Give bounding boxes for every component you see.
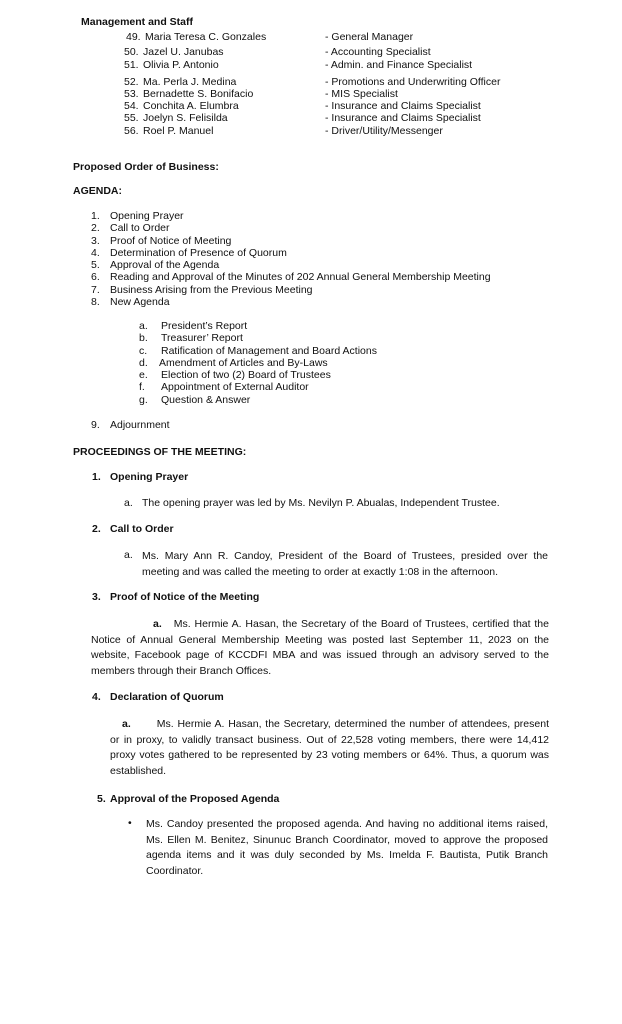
staff-num: 56.: [124, 125, 139, 137]
staff-num: 54.: [124, 100, 139, 112]
section-marker: a.: [153, 618, 162, 630]
section-title: Approval of the Proposed Agenda: [110, 793, 280, 805]
staff-role: - Promotions and Underwriting Officer: [325, 76, 501, 88]
sub-letter: e.: [139, 369, 148, 381]
section-text: Ms. Candoy presented the proposed agenda. And having no additional items raised, Ms. Ellen M. Benitez, Sinunuc Branch Coordinator, moved to approve the proposed agenda items and it was duly seconded by Ms. Imelda F. Bautista, Putik Branch Coordinator.: [146, 818, 548, 877]
staff-role: - Insurance and Claims Specialist: [325, 112, 481, 124]
bullet-icon: •: [128, 817, 132, 829]
agenda-item: Call to Order: [110, 222, 170, 234]
sub-item: President’s Report: [161, 320, 248, 332]
section-marker: a.: [124, 549, 133, 561]
staff-role: - MIS Specialist: [325, 88, 398, 100]
section-title: Declaration of Quorum: [110, 691, 224, 703]
staff-name: Maria Teresa C. Gonzales: [145, 31, 267, 43]
staff-role: - Admin. and Finance Specialist: [325, 59, 473, 71]
sub-letter: d.: [139, 357, 148, 369]
agenda-item: Approval of the Agenda: [110, 259, 220, 271]
staff-num: 55.: [124, 112, 139, 124]
agenda-num: 7.: [91, 284, 100, 296]
section-title: Opening Prayer: [110, 471, 189, 483]
sub-item: Appointment of External Auditor: [161, 381, 309, 393]
sub-letter: a.: [139, 320, 148, 332]
agenda-num: 8.: [91, 296, 100, 308]
staff-role: - Accounting Specialist: [325, 46, 431, 58]
section-num: 3.: [92, 591, 101, 603]
section-num: 2.: [92, 523, 101, 535]
section-marker: a.: [124, 497, 133, 509]
staff-role: - Insurance and Claims Specialist: [325, 100, 481, 112]
agenda-num: 5.: [91, 259, 100, 271]
agenda-item: Opening Prayer: [110, 210, 184, 222]
agenda-num: 2.: [91, 222, 100, 234]
agenda-item: Adjournment: [110, 419, 170, 431]
sub-item: Amendment of Articles and By-Laws: [159, 357, 328, 369]
staff-name: Ma. Perla J. Medina: [143, 76, 237, 88]
section-marker: a.: [122, 718, 131, 730]
sub-letter: c.: [139, 345, 148, 357]
agenda-item: Business Arising from the Previous Meeting: [110, 284, 313, 296]
staff-role: - Driver/Utility/Messenger: [325, 125, 443, 137]
staff-role: - General Manager: [325, 31, 414, 43]
section-num: 1.: [92, 471, 101, 483]
agenda-item: New Agenda: [110, 296, 170, 308]
sub-item: Election of two (2) Board of Trustees: [161, 369, 331, 381]
staff-name: Jazel U. Janubas: [143, 46, 224, 58]
staff-num: 52.: [124, 76, 139, 88]
agenda-item: Reading and Approval of the Minutes of 202 Annual General Membership Meeting: [110, 271, 491, 283]
section-num: 5.: [97, 793, 106, 805]
staff-heading: Management and Staff: [81, 16, 194, 28]
section-title: Call to Order: [110, 523, 174, 535]
sub-item: Ratification of Management and Board Actions: [161, 345, 377, 357]
staff-name: Joelyn S. Felisilda: [143, 112, 228, 124]
sub-letter: g.: [139, 394, 148, 406]
section-num: 4.: [92, 691, 101, 703]
agenda-num: 3.: [91, 235, 100, 247]
sub-letter: f.: [139, 381, 145, 393]
agenda-num: 1.: [91, 210, 100, 222]
agenda-item: Proof of Notice of Meeting: [110, 235, 232, 247]
staff-num: 51.: [124, 59, 139, 71]
sub-letter: b.: [139, 332, 148, 344]
staff-name: Conchita A. Elumbra: [143, 100, 239, 112]
sub-item: Question & Answer: [161, 394, 251, 406]
section-paragraph: [110, 717, 549, 779]
agenda-heading: AGENDA:: [73, 185, 122, 197]
sub-item: Treasurer’ Report: [161, 332, 243, 344]
order-heading: Proposed Order of Business:: [73, 161, 219, 173]
proceedings-heading: PROCEEDINGS OF THE MEETING:: [73, 446, 247, 458]
section-text: Ms. Hermie A. Hasan, the Secretary of the Board of Trustees, certified that the Notice of Annual General Membership Meeting was posted last September 11, 2023 on the website, Facebook page of KCCDFI MBA and was issued through an advisory served to the members through their Branch Offices.: [91, 618, 549, 677]
staff-name: Roel P. Manuel: [143, 125, 214, 137]
staff-num: 53.: [124, 88, 139, 100]
staff-name: Olivia P. Antonio: [143, 59, 219, 71]
agenda-num: 9.: [91, 419, 100, 431]
section-text: Ms. Mary Ann R. Candoy, President of the Board of Trustees, presided over the meeting and was called the meeting to order at exactly 1:08 in the afternoon.: [142, 550, 548, 578]
section-paragraph: [91, 617, 549, 679]
section-title: Proof of Notice of the Meeting: [110, 591, 260, 603]
section-text: The opening prayer was led by Ms. Nevilyn P. Abualas, Independent Trustee.: [142, 497, 500, 509]
agenda-item: Determination of Presence of Quorum: [110, 247, 287, 259]
staff-num: 50.: [124, 46, 139, 58]
agenda-num: 4.: [91, 247, 100, 259]
staff-name: Bernadette S. Bonifacio: [143, 88, 254, 100]
agenda-num: 6.: [91, 271, 100, 283]
section-text: Ms. Hermie A. Hasan, the Secretary, determined the number of attendees, present or in proxy, to validly transact business. Out of 22,528 voting members, there were 14,412 proxy votes gathered to be represented by 23 voting members or 64%. Thus, a quorum was established.: [110, 718, 549, 777]
staff-num: 49.: [126, 31, 141, 43]
